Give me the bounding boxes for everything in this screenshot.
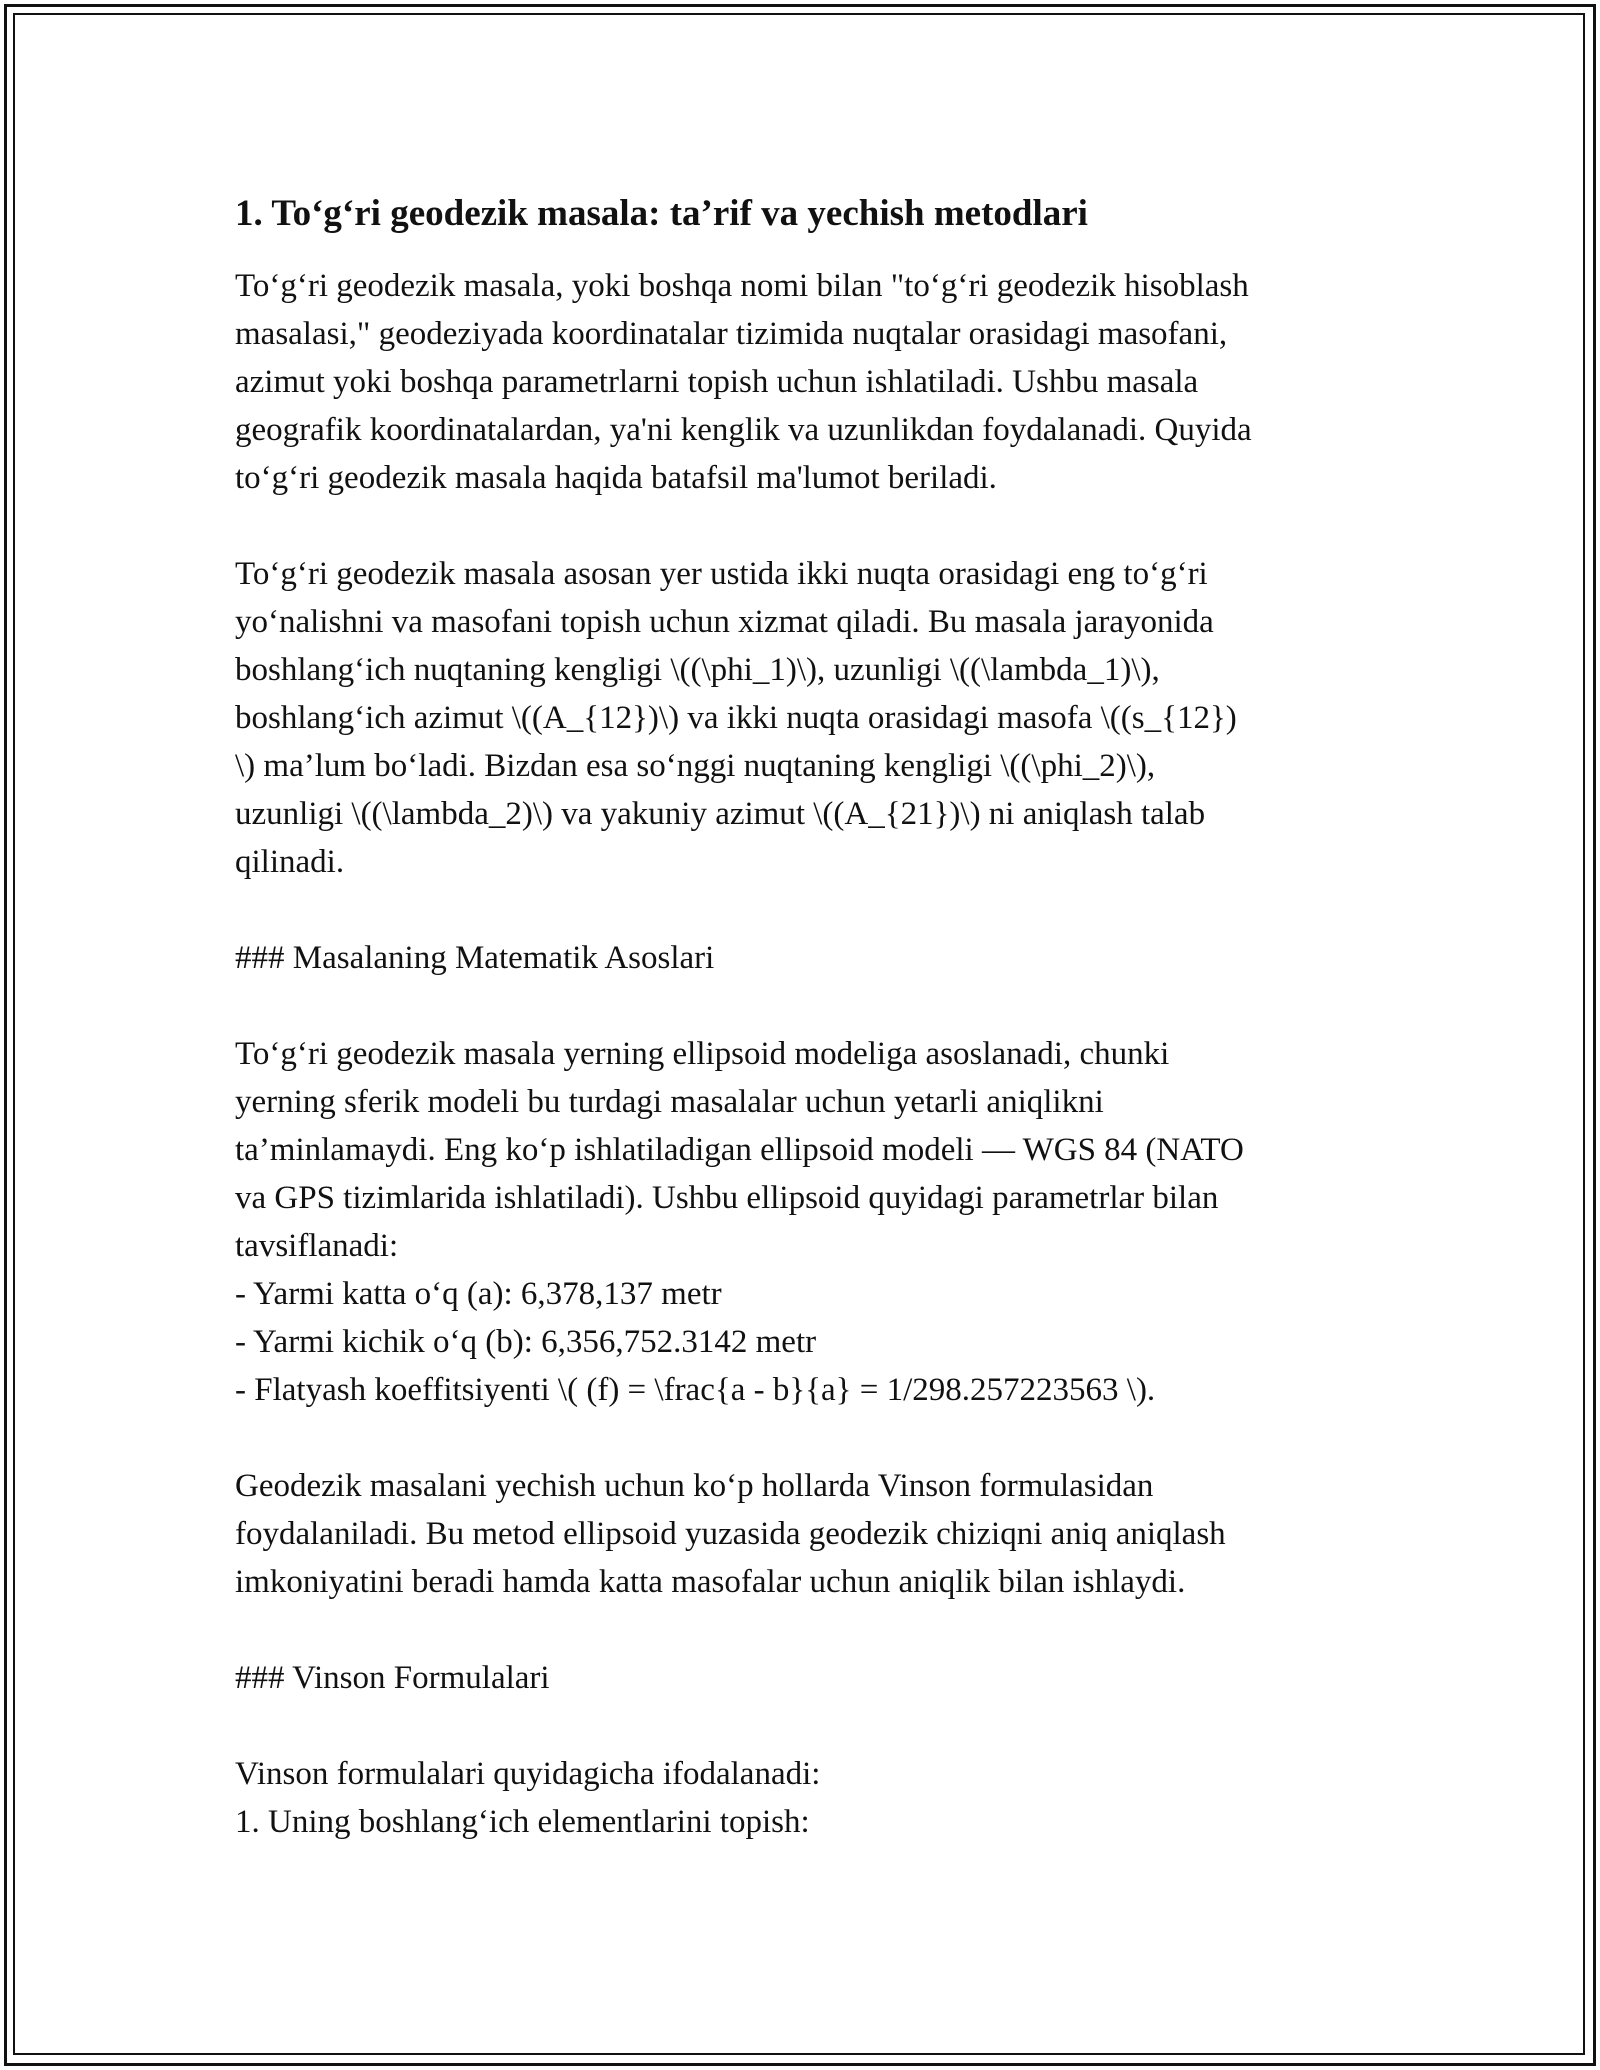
document-body <box>235 186 1375 1846</box>
paragraph-intro: To‘g‘ri geodezik masala, yoki boshqa nomi bilan "to‘g‘ri geodezik hisoblash masalasi," geodeziyada koordinatalar tizimida nuqtalar orasidagi masofani, azimut yoki boshqa parametrlarni topish uchun ishlatiladi. Ushbu masala geografik koordinatalardan, ya'ni kenglik va uzunlikdan foydalanadi. Quyida to‘g‘ri geodezik masala haqida batafsil ma'lumot beriladi. <box>235 268 1252 496</box>
list-item: - Flatyash koeffitsiyenti \( (f) = \frac{a - b}{a} = 1/298.257223563 \). <box>235 1372 1156 1408</box>
section-heading-math-basics: ### Masalaning Matematik Asoslari <box>235 940 715 976</box>
spacer <box>235 1414 1375 1462</box>
spacer <box>235 502 1375 550</box>
list-item: 1. Uning boshlang‘ich elementlarini topish: <box>235 1804 810 1840</box>
spacer <box>235 886 1375 934</box>
list-item: - Yarmi kichik o‘q (b): 6,356,752.3142 metr <box>235 1324 817 1360</box>
document-title: 1. To‘g‘ri geodezik masala: ta’rif va yechish metodlari <box>235 193 1088 234</box>
section-heading-vinson-formulas: ### Vinson Formulalari <box>235 1660 550 1696</box>
spacer <box>235 1606 1375 1654</box>
paragraph-vinson-intro: Vinson formulalari quyidagicha ifodalanadi: <box>235 1756 821 1792</box>
paragraph-ellipsoid: To‘g‘ri geodezik masala yerning ellipsoid modeliga asoslanadi, chunki yerning sferik modeli bu turdagi masalalar uchun yetarli aniqlikni ta’minlamaydi. Eng ko‘p ishlatiladigan ellipsoid modeli — WGS 84 (NATO va GPS tizimlarida ishlatiladi). Ushbu ellipsoid quyidagi parametrlar bilan tavsiflanadi: <box>235 1036 1244 1264</box>
paragraph-vinson-method: Geodezik masalani yechish uchun ko‘p hollarda Vinson formulasidan foydalaniladi. Bu metod ellipsoid yuzasida geodezik chiziqni aniq aniqlash imkoniyatini beradi hamda katta masofalar uchun aniqlik bilan ishlaydi. <box>235 1468 1226 1600</box>
paragraph-problem-statement: To‘g‘ri geodezik masala asosan yer ustida ikki nuqta orasidagi eng to‘g‘ri yo‘nalishni va masofani topish uchun xizmat qiladi. Bu masala jarayonida boshlang‘ich nuqtaning kengligi \((\phi_1)\), uzunligi \((\lambda_1)\), boshlang‘ich azimut \((A_{12})\) va ikki nuqta orasidagi masofa \((s_{12}) \) ma’lum bo‘ladi. Bizdan esa so‘nggi nuqtaning kengligi \((\phi_2)\), uzunligi \((\lambda_2)\) va yakuniy azimut \((A_{21})\) ni aniqlash talab qilinadi. <box>235 556 1237 880</box>
spacer <box>235 1702 1375 1750</box>
list-item: - Yarmi katta o‘q (a): 6,378,137 metr <box>235 1276 722 1312</box>
spacer <box>235 982 1375 1030</box>
